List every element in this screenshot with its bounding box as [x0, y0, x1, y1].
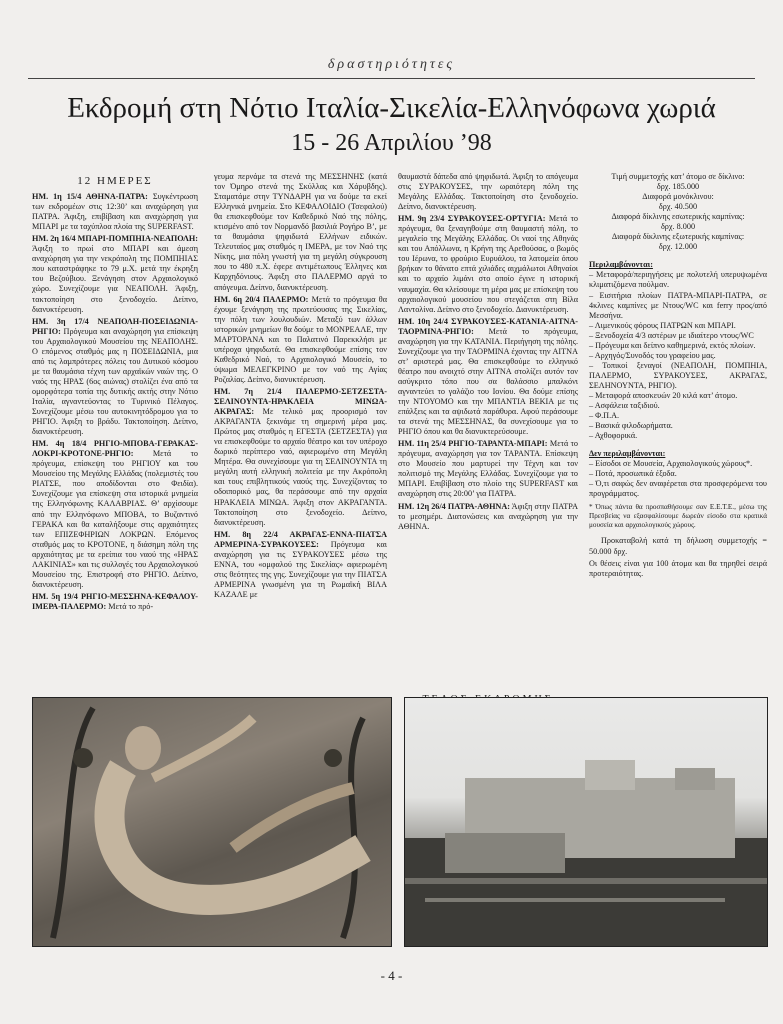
included-item: – Μεταφορά/περιηγήσεις με πολυτελή υπερυψωμένα κλιματιζόμενα πούλμαν. — [589, 270, 767, 290]
day-text: Πρόγευμα και αναχώρηση για τις ΣΥΡΑΚΟΥΣΕΣ μέσω της ΕΝΝΑ, του «ομφαλού της Σικελίας» αφιερωμένη στις θεότητες της γης. Συνεχίζουμε για την ΠΙΑΤΣΑ ΑΡΜΕΡΙΝΑ γνωσμένη για τη Ρωμαϊκή ΒΙΛΑ ΚΑΖΑΛΕ με — [214, 539, 387, 599]
price-line: Διαφορά μονόκλινου: — [642, 192, 714, 202]
day-text: Μετά το πρόγευμα, θα ξεναγηθούμε στη θαυμαστή πόλη, το μεγαλείο της Μεγάλης Ελλάδας. Οι ναοί της Αθηνάς και του Απόλλωνα, η Κρήνη της Αρεθούσας, ο βωμός του Ιέρωνα, το φρούριο Ευρυάλου, τα λατομεία όπου βρήκαν το θάνατο επτά χιλιάδες αιχμάλωτοι Αθηναίοι και το αρχαίο λιμάνι στο οποίο έγινε η ιστορική ναυμαχία. Θα κλείσουμε τη μέρα μας με επίσκεψη του αρχαιολογικού μουσείου που στεγάζεται στη Βίλα Λαντολίνα. Δείπνο στο ξενοδοχείο. Διανυκτέρευση. — [398, 214, 578, 314]
day-heading: ΗΜ. 6η 20/4 ΠΑΛΕΡΜΟ: — [214, 294, 309, 304]
day-heading: ΗΜ. 3η 17/4 ΝΕΑΠΟΛΗ-ΠΟΣΕΙΔΩΝΙΑ-ΡΗΓΙΟ: — [32, 316, 198, 336]
c3-paragraph — [398, 439, 578, 499]
c1-paragraph — [32, 317, 198, 438]
included-item: – Φ.Π.Α. — [589, 411, 620, 421]
day-heading: ΗΜ. 7η 21/4 ΠΑΛΕΡΜΟ-ΣΕΤΖΕΣΤΑ-ΣΕΛΙΝΟΥΝΤΑ-ΗΡΑΚΛΕΙΑ ΜΙΝΩΑ-ΑΚΡΑΓΑΣ: — [214, 386, 387, 417]
day-text: Μετά το πρόγευμα, αναχώρηση για τον ΤΑΡΑΝΤΑ. Επίσκεψη στο Μουσείο που μαρτυρεί την Τέχνη και τον πολιτισμό της Μεγάλης Ελλάδας. Συνεχίζουμε για το ΜΠΑΡΙ. Επιβίβαση στο πλοίο της SUPERFAST και αναχώρηση στις 20:00’ για ΠΑΤΡΑ. — [398, 439, 579, 499]
day-heading: ΗΜ. 5η 19/4 ΡΗΓΙΟ-ΜΕΣΣΗΝΑ-ΚΕΦΑΛΟΥ-ΙΜΕΡΑ-ΠΑΛΕΡΜΟ: — [32, 591, 198, 611]
day-text: Μετά το πρό- — [106, 601, 154, 611]
c3-paragraph — [398, 214, 578, 314]
excluded-item: – Ποτά, προσωπικά έξοδα. — [589, 469, 677, 479]
included-item: – Μεταφορά αποσκευών 20 κιλά κατ’ άτομο. — [589, 390, 738, 400]
itinerary-column-3 — [398, 172, 578, 534]
included-item: – Εισιτήρια πλοίων ΠΑΤΡΑ-ΜΠΑΡΙ-ΠΑΤΡΑ, σε 4κλινες καμπίνες με Ντους/WC και ferry προς/από Μεσσήνα. — [589, 290, 767, 320]
day-heading: ΗΜ. 10η 24/4 ΣΥΡΑΚΟΥΣΕΣ-ΚΑΤΑΝΙΑ-ΑΙΤΝΑ-ΤΑΟΡΜΙΝΑ-ΡΗΓΙΟ: — [398, 316, 578, 336]
day-heading: ΗΜ. 9η 23/4 ΣΥΡΑΚΟΥΣΕΣ-ΟΡΤΥΓΙΑ: — [398, 214, 546, 224]
section-label: δραστηριότητες — [327, 57, 456, 72]
price-line: Διαφορά δίκλινης εξωτερικής καμπίνας: — [611, 232, 745, 242]
c2-paragraph — [214, 172, 387, 293]
excluded-heading: Δεν περιλαμβάνονται: — [589, 449, 666, 459]
price-line: Τιμή συμμετοχής κατ’ άτομο σε δίκλινο: — [611, 172, 745, 181]
day-text: Άφιξη το πρωί στο ΜΠΑΡΙ και άμεση αναχώρηση για την νεκρόπολη της ΠΟΜΠΗΙΑΣ που καταστράφηκε το 79 μ.Χ. μετά την έκρηξη του Βεζούβιου. Ξενάγηση στον Αρχαιολογικό χώρο. Συνεχίζουμε για ΝΕΑΠΟΛΗ. Άφιξη, τακτοποίηση στο ξενοδοχείο. Δείπνο, διανυκτέρευση. — [32, 244, 198, 314]
mosaic-photo — [32, 697, 392, 947]
day-text: Άφιξη στην ΠΑΤΡΑ το μεσημέρι. Διατονώσεις και αναχώρηση για την ΑΘΗΝΑ. — [398, 501, 578, 531]
day-heading: ΗΜ. 4η 18/4 ΡΗΓΙΟ-ΜΠΟΒΑ-ΓΕΡΑΚΑΣ-ΛΟΚΡΙ-ΚΡΟΤΟΝΕ-ΡΗΓΙΟ: — [32, 439, 198, 459]
header-rule — [28, 78, 755, 79]
capacity-note: Οι θέσεις είναι για 100 άτομα και θα τηρηθεί σειρά προτεραιότητας. — [589, 558, 767, 578]
itinerary-column-1 — [32, 172, 198, 614]
price-line: δρχ. 12.000 — [658, 242, 698, 252]
c1-paragraph — [32, 234, 198, 314]
day-heading: ΗΜ. 1η 15/4 ΑΘΗΝΑ-ΠΑΤΡΑ: — [32, 192, 148, 202]
c2-paragraph — [214, 295, 387, 385]
included-item: – Πρόγευμα και δείπνο καθημερινά, εκτός πλοίων. — [589, 340, 756, 350]
day-text: γευμα περνάμε τα στενά της ΜΕΣΣΗΝΗΣ (κατά τον Όμηρο στενά της Σκύλλας και Χάρυβδης). Σταματάμε στην ΤΥΝΔΑΡΗ για να δούμε τα εκεί Ελληνικά μνημεία. Στο ΚΕΦΑΛΟΙΔΙΟ (Τσεφαλού) θα επισκεφθούμε τον Καθεδρικό Ναό της πόλης, κτισμένο από τον Νορμανδό βασιλιά Ρογήρο Β’, με τα θαυμάσια ψηφιδωτά Ελλήνων ειδικών. Τελευταίος μας σταθμός η ΙΜΕΡΑ, με τον Ναό της Νίκης, μια πόλη γνωστή για τη μεγάλη σύγκρουση που το 480 π.Χ. έφερε αντιμέτωπους Έλληνες και Καρχηδόνιους. Άφιξη στο ΠΑΛΕΡΜΟ αργά το απόγευμα. Δείπνο, διανυκτέρευση. — [214, 172, 387, 292]
price-line: Διαφορά δίκλινης εσωτερικής καμπίνας: — [611, 212, 745, 222]
day-text: Συγκέντρωση των εκδρομέων στις 12:30’ και αναχώρηση για ΠΑΤΡΑ. Άφιξη, επιβίβαση και αναχώρηση για ΜΠΑΡΙ με τα ταχύπλοα πλοία της SUPERFAST. — [32, 192, 198, 232]
c1-paragraph — [32, 192, 198, 232]
c3-paragraph — [398, 317, 578, 438]
day-text: Μετά το πρόγευμα, αναχώρηση για την ΚΑΤΑΝΙΑ. Περιήγηση της πόλης. Συνεχίζουμε για την ΤΑΟΡΜΙΝΑ έχοντας την ΑΙΤΝΑ στ’ αριστερά μας. Θα επισκεφθούμε το ελληνικό θέατρο που ανοιχτό στην ΑΙΤΝΑ στολίζει αυτόν τον ασύγκριτο τόπο που σα θαλάσσιο μπαλκόνι αγναντεύει το γαλάζιο του Ιονίου. Θα δούμε επίσης την ΝΤΟΥΟΜΟ και την ΜΠΑΝΤΙΑ ΒΕΚΙΑ με τις επάλξεις και τα αψιδωτά παράθυρα. Αφού περάσουμε τα στενά της ΜΕΣΣΗΝΑΣ, θα συνεχίσουμε για το ΡΗΓΙΟ όπου και θα διανυκτερεύσουμε. — [398, 326, 578, 437]
trip-dates: 15 - 26 Απριλίου ’98 — [291, 130, 492, 156]
page-number: - 4 - — [380, 968, 403, 983]
castle-photo — [404, 697, 768, 947]
c1-paragraph — [32, 439, 198, 590]
day-text: Με τελικό μας προορισμό τον ΑΚΡΑΓΑΝΤΑ ξεκινάμε τη σημερινή μέρα μας. Πρώτος μας σταθμός η ΕΓΕΣΤΑ (ΣΕΤΖΕΣΤΑ) για να επισκεφθούμε το αρχαίο θέατρο και τον υπέροχο δωρικό περίπτερο ναό, αφιερωμένο στη Μεγάλη Μητέρα. Θα συνεχίσουμε για τη ΣΕΛΙΝΟΥΝΤΑ τη μεγάλη αυτή ελληνική πολιτεία με την Ακρόπολη και τους επιβλητικούς ναούς της. Συνεχίζοντας το οδοιπορικό μας, θα περάσουμε από την αρχαία ΗΡΑΚΛΕΙΑ ΜΙΝΩΑ. Άφιξη στον ΑΚΡΑΓΑΝΤΑ. Τακτοποίηση στο ξενοδοχείο. Δείπνο, διανυκτέρευση. — [214, 407, 387, 527]
c1-paragraph — [32, 592, 198, 612]
day-text: Μετά το πρόγευμα, επίσκεψη του ΡΗΓΙΟΥ και του Μουσείου της Μεγάλης Ελλάδας (πολεμιστές του ΡΙΑΤΣΕ, που αποδίδονται στο Φειδία). Συνεχίζουμε για επίσκεψη στα ιστορικά μνημεία της Ελληνόφωνης ΚΑΛΑΒΡΙΑΣ. Θ’ αρχίσουμε από την Ελληνόφωνο ΜΠΟΒΑ, το Βυζαντινό ΓΕΡΑΚΑ και θα καταλήξουμε στις αρχαιότητες των ΕΠΙΖΕΦΗΡΙΩΝ ΛΟΚΡΩΝ. Επόμενος σταθμός μας το ΚΡΟΤΟΝΕ, η διάσημη πόλη της αρχαιότητας με τα ερείπια του ναού της «ΗΡΑΣ ΛΑΚΙΝΙΑΣ» και τις συλλογές του Αρχαιολογικού Μουσείου της. Επιστροφή στο ΡΗΓΙΟ. Δείπνο, διανυκτέρευση. — [32, 449, 198, 589]
day-text: Πρόγευμα και αναχώρηση για επίσκεψη του Αρχαιολογικού Μουσείου της ΝΕΑΠΟΛΗΣ. Ο επόμενος σταθμός μας η ΠΟΣΕΙΔΩΝΙΑ, μια από τις λαμπρότερες πόλεις του Δυτικού κόσμου με τα θαυμάσια τέχνη των αρχαϊκών ναών της. Ο ναός της ΗΡΑΣ (6ος αιώνας) στολίζει ένα από τα ομορφότερα τοπία της δυτικής ακτής στην Νότιο Ιταλία, αγναντεύοντας το Τυρινικό Πέλαγος. Συνεχίζουμε μέσω του αυτοκινητόδρομου για το ΡΗΓΙΟ. Άφιξη το βράδυ. Τακτοποίηση. Δείπνο, διανυκτέρευση. — [32, 326, 198, 437]
days-heading: 12 ΗΜΕΡΕΣ — [77, 175, 153, 187]
c3-paragraph — [398, 502, 578, 532]
day-text: θαυμαστά δάπεδα από ψηφιδωτά. Άφιξη το απόγευμα στις ΣΥΡΑΚΟΥΣΕΣ, την ωραιότερη πόλη της Μεγάλης Ελλάδας. Τακτοποίηση στο ξενοδοχείο. Δείπνο, διανυκτέρευση. — [398, 172, 578, 212]
included-item: – Τοπικοί ξεναγοί (ΝΕΑΠΟΛΗ, ΠΟΜΠΗΙΑ, ΠΑΛΕΡΜΟ, ΣΥΡΑΚΟΥΣΕΣ, ΑΚΡΑΓΑΣ, ΣΕΛΗΝΟΥΝΤΑ, ΡΗΓΙΟ). — [589, 360, 767, 390]
footnote: * Όπως πάντα θα προσπαθήσουμε σαν Ε.Ε.Τ.Ε., μέσω της Πρεσβείας να εξασφαλίσουμε δωρεάν είσοδο στα κρατικά μουσεία και αρχαιολογικούς χώρους. — [589, 503, 767, 530]
price-line: δρχ. 40.500 — [658, 202, 698, 212]
pricing-column — [589, 172, 767, 581]
included-item: – Ασφάλεια ταξιδιού. — [589, 401, 660, 411]
page-title: Εκδρομή στη Νότιο Ιταλία-Σικελία-Ελληνόφωνα χωριά — [67, 92, 716, 124]
day-heading: ΗΜ. 8η 22/4 ΑΚΡΑΓΑΣ-ΕΝΝΑ-ΠΙΑΤΣΑ ΑΡΜΕΡΙΝΑ-ΣΥΡΑΚΟΥΣΕΣ: — [214, 529, 387, 549]
c3-paragraph — [398, 172, 578, 212]
c2-paragraph — [214, 387, 387, 528]
included-item: – Βασικά φιλοδωρήματα. — [589, 421, 673, 431]
included-item: – Αχθοφορικά. — [589, 431, 638, 441]
day-heading: ΗΜ. 11η 25/4 ΡΗΓΙΟ-ΤΑΡΑΝΤΑ-ΜΠΑΡΙ: — [398, 439, 548, 449]
price-line: δρχ. 8.000 — [660, 222, 696, 232]
excluded-item: – Είσοδοι σε Μουσεία, Αρχαιολογικούς χώρους*. — [589, 459, 753, 469]
day-heading: ΗΜ. 2η 16/4 ΜΠΑΡΙ-ΠΟΜΠΗΙΑ-ΝΕΑΠΟΛΗ: — [32, 234, 198, 244]
c2-paragraph — [214, 530, 387, 600]
excluded-item: – Ό,τι σαφώς δεν αναφέρεται στα προσφερόμενα του προγράμματος. — [589, 479, 767, 499]
price-line: δρχ. 185.000 — [656, 182, 700, 192]
included-item: – Ξενοδοχεία 4/3 αστέρων με ιδιαίτερο ντους/WC — [589, 330, 754, 340]
included-heading: Περιλαμβάνονται: — [589, 260, 653, 270]
day-heading: ΗΜ. 12η 26/4 ΠΑΤΡΑ-ΑΘΗΝΑ: — [398, 501, 510, 511]
included-item: – Λιμενικούς φόρους ΠΑΤΡΩΝ και ΜΠΑΡΙ. — [589, 320, 736, 330]
day-text: Μετά το πρόγευμα θα έχουμε ξενάγηση της πρωτεύουσας της Σικελίας, την πόλη των λουλουδιών. Μεταξύ των άλλων ιστορικών μνημείων θα δούμε το ΜΟΝΡΕΑΛΕ, την ΜΑΡΤΟΡΑΝΑ και το Παλατινό Παρεκκλήσι με υπέροχα ψηφιδωτά. Θα επισκεφθούμε επίσης τον Καθεδρικό Ναό, το Αρχαιολογικό Μουσείο, το ύψωμα ΜΕΛΕΓΚΡΙΝΟ με τον ναό της Αγίας Ροζαλίας. Δείπνο, διανυκτέρευση. — [214, 294, 387, 384]
itinerary-column-2 — [214, 172, 387, 602]
deposit-text: Προκαταβολή κατά τη δήλωση συμμετοχής = 50.000 δρχ. — [589, 536, 767, 556]
included-item: – Αρχηγός/Συνοδός του γραφείου μας. — [589, 350, 716, 360]
